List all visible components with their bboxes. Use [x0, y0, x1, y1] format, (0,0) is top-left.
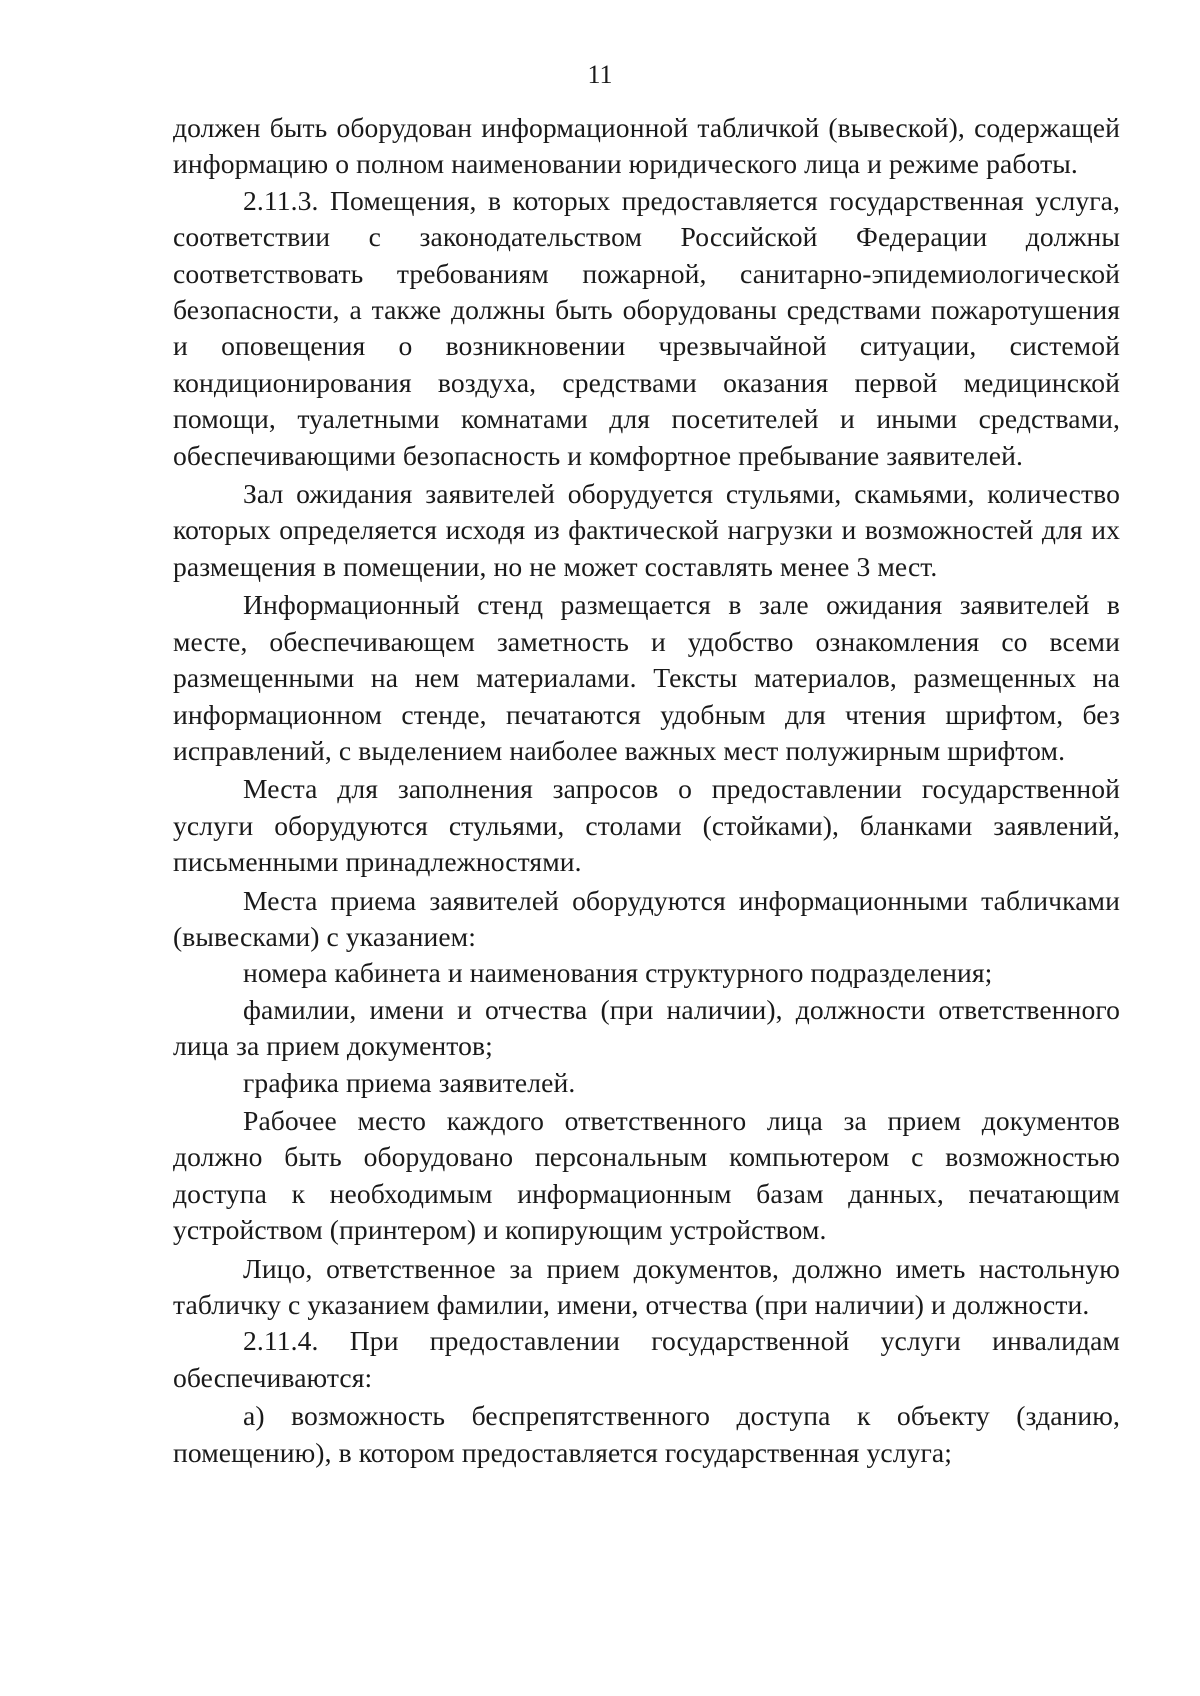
paragraph-schedule: графика приема заявителей. [243, 1066, 576, 1098]
paragraph-full-name: фамилии, имени и отчества (при наличии), должности ответственного лица за прием документов; [173, 993, 1120, 1062]
page-number: 11 [587, 60, 613, 89]
paragraph-request-places: Места для заполнения запросов о предоставлении государственной услуги оборудуются стульями, столами (стойками), бланками заявлений, письменными принадлежностями. [173, 773, 1120, 878]
paragraph-2-11-3: 2.11.3. Помещения, в которых предоставляется государственная услуга, соответствии с законодательством Российской Федерации должны соответствовать требованиям пожарной, санитарно-эпидемиологической безопасности, а также должны быть оборудованы средствами пожаротушения и оповещения о возникновении чрезвычайной ситуации, системой кондиционирования воздуха, средствами оказания первой медицинской помощи, туалетными комнатами для посетителей и иными средствами, обеспечивающими безопасность и комфортное пребывание заявителей. [173, 184, 1120, 471]
paragraph-nameplate: Лицо, ответственное за прием документов, должно иметь настольную табличку с указанием фамилии, имени, отчества (при наличии) и должности. [173, 1252, 1120, 1320]
paragraph-reception-places: Места приема заявителей оборудуются информационными табличками (вывесками) с указанием: [173, 884, 1120, 952]
paragraph-item-a: а) возможность беспрепятственного доступа к объекту (зданию, помещению), в котором предоставляется государственная услуга; [173, 1400, 1120, 1468]
paragraph-info-stand: Информационный стенд размещается в зале ожидания заявителей в месте, обеспечивающем заметность и удобство ознакомления со всеми размещенными на нем материалами. Тексты материалов, размещенных на информационном стенде, печатаются удобным для чтения шрифтом, без исправлений, с выделением наиболее важных мест полужирным шрифтом. [173, 589, 1120, 766]
paragraph-2-11-4: 2.11.4. При предоставлении государственной услуги инвалидам обеспечиваются: [173, 1325, 1120, 1393]
document-body [173, 110, 1120, 1471]
paragraph-cabinet-number: номера кабинета и наименования структурного подразделения; [243, 957, 993, 989]
paragraph-workplace: Рабочее место каждого ответственного лица за прием документов должно быть оборудовано персональным компьютером с возможностью доступа к необходимым информационным базам данных, печатающим устройством (принтером) и копирующим устройством. [173, 1104, 1120, 1246]
paragraph-waiting-hall: Зал ожидания заявителей оборудуется стульями, скамьями, количество которых определяется исходя из фактической нагрузки и возможностей для их размещения в помещении, но не может составлять менее 3 мест. [173, 478, 1120, 582]
paragraph-continuation: должен быть оборудован информационной табличкой (вывеской), содержащей информацию о полном наименовании юридического лица и режиме работы. [173, 112, 1120, 180]
